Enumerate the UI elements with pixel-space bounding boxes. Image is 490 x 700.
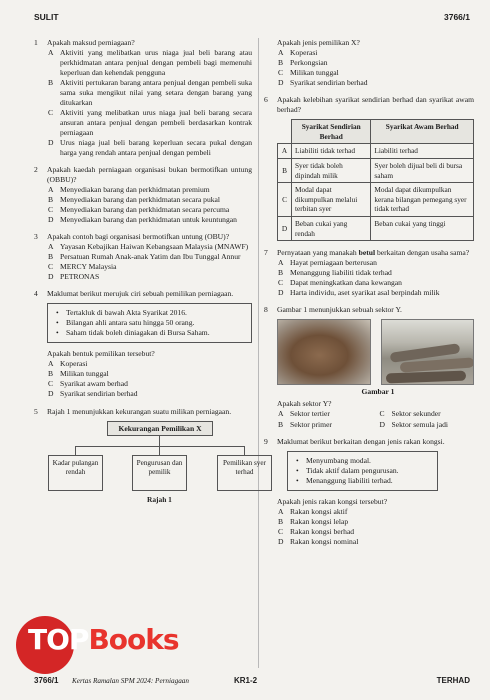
option-d[interactable]: D Sektor semula jadi bbox=[379, 419, 449, 429]
footer-title: Kertas Ramalan SPM 2024: Perniagaan bbox=[72, 677, 189, 685]
diagram-caption: Rajah 1 bbox=[147, 494, 172, 504]
option-a[interactable]: A Koperasi bbox=[48, 359, 88, 369]
photo-caption: Gambar 1 bbox=[361, 387, 395, 397]
question-number: 4 bbox=[34, 289, 38, 299]
diagram-box: Pengurusan dan pemilik bbox=[132, 455, 187, 491]
question-6 bbox=[264, 95, 474, 241]
option-d[interactable]: D Rakan kongsi nominal bbox=[278, 536, 359, 546]
option-b[interactable]: B Milikan tunggal bbox=[48, 369, 109, 379]
table-header: Syarikat Sendirian Berhad bbox=[292, 120, 371, 144]
option-d[interactable]: D Syarikat sendirian berhad bbox=[48, 389, 138, 399]
question-prompt: Apakah sektor Y? bbox=[277, 399, 332, 409]
info-box bbox=[47, 303, 252, 343]
diagram-box: Pemilikan syer terhad bbox=[217, 455, 272, 491]
info-box bbox=[287, 451, 438, 491]
option-b[interactable]: B Menyediakan barang dan perkhidmatan secara pukal bbox=[48, 195, 221, 205]
table-row-d[interactable]: D Beban cukai yang rendah Beban cukai yang tinggi bbox=[278, 217, 474, 241]
option-b[interactable]: B Menanggung liabiliti tidak terhad bbox=[278, 268, 392, 278]
question-prompt: Apakah jenis rakan kongsi tersebut? bbox=[277, 496, 388, 506]
comparison-table bbox=[277, 119, 474, 241]
table-row-b[interactable]: B Syer tidak boleh dipindah milik Syer boleh dijual beli di bursa saham bbox=[278, 158, 474, 182]
options-grid bbox=[277, 409, 474, 429]
question-2 bbox=[34, 165, 252, 225]
question-9 bbox=[264, 437, 474, 547]
option-c[interactable]: C MERCY Malaysia bbox=[48, 262, 117, 272]
question-5-continued bbox=[264, 38, 474, 88]
option-d[interactable]: D Syarikat sendirian berhad bbox=[278, 78, 368, 88]
question-prompt: Apakah jenis pemilikan X? bbox=[277, 38, 360, 47]
table-corner bbox=[278, 120, 292, 144]
option-b[interactable]: B Rakan kongsi lelap bbox=[278, 516, 349, 526]
question-3 bbox=[34, 232, 252, 282]
option-b[interactable]: B Aktiviti pertukaran barang antara penjual dengan pembeli suka sama suka mengikut nilai yang setara dengan barang yang ditukarkan bbox=[48, 78, 252, 108]
option-c[interactable]: C Sektor sekunder bbox=[379, 409, 441, 419]
log-shape bbox=[385, 371, 465, 384]
page-footer bbox=[0, 672, 490, 694]
option-c[interactable]: C Milikan tunggal bbox=[278, 68, 339, 78]
table-row-c[interactable]: C Modal dapat dikumpulkan melalui terbitan syer Modal dapat dikumpulkan kerana bilangan pemegang syer tidak terhad bbox=[278, 183, 474, 217]
question-stem: Gambar 1 menunjukkan sebuah sektor Y. bbox=[277, 305, 402, 315]
question-stem: Pernyataan yang manakah betul berkaitan dengan usaha sama? bbox=[277, 248, 470, 258]
logs-photo bbox=[381, 319, 475, 385]
option-a[interactable]: A Menyediakan barang dan perkhidmatan premium bbox=[48, 185, 210, 195]
connector-line bbox=[244, 446, 245, 455]
question-7 bbox=[264, 248, 474, 298]
logo-wordmark: TOPBooks bbox=[28, 623, 179, 656]
right-column bbox=[264, 38, 474, 554]
option-b[interactable]: B Sektor primer bbox=[278, 419, 332, 429]
connector-line bbox=[75, 446, 76, 455]
footer-classification: TERHAD bbox=[436, 676, 470, 685]
question-number: 2 bbox=[34, 165, 38, 175]
connector-line bbox=[159, 436, 160, 446]
question-8 bbox=[264, 305, 474, 429]
question-5 bbox=[34, 406, 266, 507]
topbooks-logo bbox=[14, 612, 179, 678]
question-stem: Apakah contoh bagi organisasi bermotifkan untung (OBU)? bbox=[47, 232, 230, 242]
option-c[interactable]: C Syarikat awam berhad bbox=[48, 379, 128, 389]
question-number: 8 bbox=[264, 305, 268, 315]
option-a[interactable]: A Hayat perniagaan berterusan bbox=[278, 258, 377, 268]
option-a[interactable]: A Sektor tertier bbox=[278, 409, 330, 419]
question-number: 3 bbox=[34, 232, 38, 242]
column-divider bbox=[258, 38, 259, 668]
gambar-1-photos bbox=[277, 319, 474, 385]
option-d[interactable]: D Harta individu, aset syarikat asal berpindah milik bbox=[278, 288, 440, 298]
question-prompt: Apakah bentuk pemilikan tersebut? bbox=[47, 349, 155, 359]
option-c[interactable]: C Rakan kongsi berhad bbox=[278, 526, 355, 536]
rock-photo bbox=[277, 319, 371, 385]
info-bullet: • Menyumbang modal. bbox=[296, 456, 429, 466]
option-d[interactable]: D Urus niaga jual beli barang keperluan secara pukal dengan harga yang rendah antara penjual dengan pembeli bbox=[48, 138, 252, 158]
question-stem: Maklumat berikut berkaitan dengan jenis rakan kongsi. bbox=[277, 436, 445, 446]
info-bullet: • Tertakluk di bawah Akta Syarikat 2016. bbox=[56, 308, 243, 318]
option-a[interactable]: A Rakan kongsi aktif bbox=[278, 506, 348, 516]
option-b[interactable]: B Perkongsian bbox=[278, 58, 328, 68]
option-d[interactable]: D PETRONAS bbox=[48, 272, 100, 282]
header-paper-code: 3766/1 bbox=[444, 12, 470, 22]
rajah-1-diagram bbox=[47, 421, 266, 507]
question-number: 6 bbox=[264, 95, 268, 105]
question-number: 9 bbox=[264, 436, 268, 446]
diagram-title: Kekurangan Pemilikan X bbox=[107, 421, 213, 436]
question-stem: Rajah 1 menunjukkan kekurangan suatu milikan perniagaan. bbox=[47, 406, 232, 416]
question-stem: Apakah kelebihan syarikat sendirian berhad dan syarikat awam berhad? bbox=[277, 95, 474, 115]
option-c[interactable]: C Menyediakan barang dan perkhidmatan secara percuma bbox=[48, 205, 230, 215]
table-row-a[interactable]: A Liabiliti tidak terhad Liabiliti terhad bbox=[278, 144, 474, 159]
diagram-box: Kadar pulangan rendah bbox=[48, 455, 103, 491]
question-4 bbox=[34, 289, 252, 399]
table-header: Syarikat Awam Berhad bbox=[371, 120, 474, 144]
footer-page-number: KR1-2 bbox=[234, 676, 258, 685]
question-number: 1 bbox=[34, 38, 38, 47]
question-1 bbox=[34, 38, 252, 158]
info-bullet: • Tidak aktif dalam pengurusan. bbox=[296, 466, 429, 476]
option-b[interactable]: B Persatuan Rumah Anak-anak Yatim dan Ibu Tunggal Annur bbox=[48, 252, 241, 262]
info-bullet: • Menanggung liabiliti terhad. bbox=[296, 476, 429, 486]
question-number: 5 bbox=[34, 406, 38, 416]
option-c[interactable]: C Dapat meningkatkan dana kewangan bbox=[278, 278, 402, 288]
option-d[interactable]: D Menyediakan barang dan perkhidmatan untuk keuntungan bbox=[48, 215, 237, 225]
option-a[interactable]: A Aktiviti yang melibatkan urus niaga jual beli barang atau perkhidmatan antara penjual dengan pembeli bagi memenuhi keperluan dan kehendak pengguna bbox=[48, 48, 252, 78]
header-classification: SULIT bbox=[34, 12, 59, 22]
question-number: 7 bbox=[264, 248, 268, 258]
connector-line bbox=[75, 446, 245, 447]
info-bullet: • Bilangan ahli antara satu hingga 50 orang. bbox=[56, 318, 243, 328]
question-stem: Maklumat berikut merujuk ciri sebuah pemilikan perniagaan. bbox=[47, 289, 234, 299]
info-bullet: • Saham tidak boleh diniagakan di Bursa Saham. bbox=[56, 328, 243, 338]
option-a[interactable]: A Yayasan Kebajikan Haiwan Kebangsaan Malaysia (MNAWF) bbox=[48, 242, 249, 252]
option-a[interactable]: A Koperasi bbox=[278, 48, 318, 58]
footer-paper-code: 3766/1 bbox=[34, 676, 59, 685]
question-stem: Apakah maksud perniagaan? bbox=[47, 38, 135, 47]
option-c[interactable]: C Aktiviti yang melibatkan urus niaga jual beli barang secara ansuran antara penjual dengan pembeli berdasarkan kontrak perniagaan bbox=[48, 108, 252, 138]
connector-line bbox=[159, 446, 160, 455]
question-stem: Apakah kaedah perniagaan organisasi bukan bermotifkan untung (OBBU)? bbox=[47, 165, 252, 185]
left-column bbox=[34, 38, 266, 514]
